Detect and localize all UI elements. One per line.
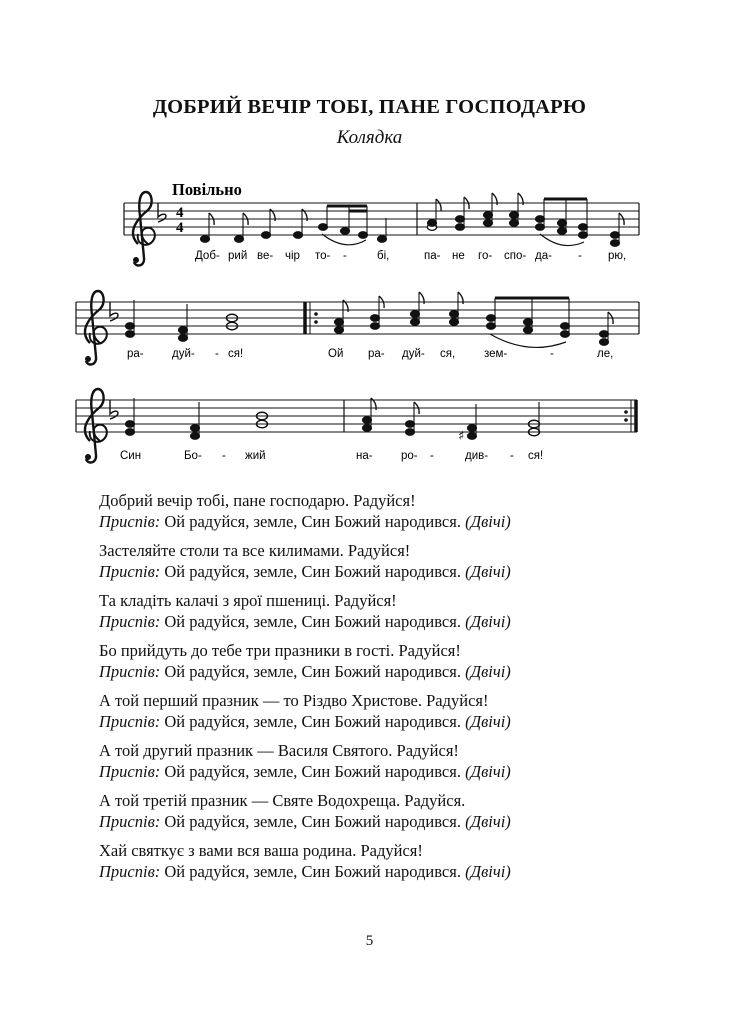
verse <box>99 541 699 582</box>
lyric-syllable: - <box>222 450 226 462</box>
verse <box>99 491 699 532</box>
verse <box>99 691 699 732</box>
verse-line: А той третій празник — Святе Водохреща. Радуйся. <box>99 791 466 810</box>
verse-line: Бо прийдуть до тебе три празники в гості. Радуйся! <box>99 641 461 660</box>
lyric-syllable: на- <box>356 450 373 462</box>
refrain-line <box>99 712 699 733</box>
lyric-syllable: Доб- <box>195 250 220 262</box>
svg-text:♯: ♯ <box>458 429 465 444</box>
lyric-syllable: бі, <box>377 250 390 262</box>
lyric-syllable: дуй- <box>172 348 195 360</box>
refrain-line <box>99 612 699 633</box>
repeat-note: (Двічі) <box>465 861 511 881</box>
song-subtitle: Колядка <box>336 127 403 148</box>
refrain-line <box>99 762 699 783</box>
lyric-syllable: - <box>343 250 347 262</box>
staff-system-2 <box>76 291 639 364</box>
lyric-syllable: - <box>215 348 219 360</box>
lyric-syllable: то- <box>315 250 331 262</box>
refrain-label: Приспів: <box>99 611 161 631</box>
lyric-syllable: ро- <box>401 450 418 462</box>
refrain-text: Ой радуйся, земле, Син Божий народився. <box>164 611 461 631</box>
lyric-syllable: ся! <box>528 450 544 462</box>
verses-block <box>99 491 699 891</box>
repeat-note: (Двічі) <box>465 561 511 581</box>
lyric-syllable: - <box>550 348 554 360</box>
verse-line: Застеляйте столи та все килимами. Радуйся! <box>99 541 411 560</box>
lyric-syllable: го- <box>478 250 493 262</box>
staff-lines <box>76 400 637 432</box>
repeat-note: (Двічі) <box>465 661 511 681</box>
refrain-label: Приспів: <box>99 861 161 881</box>
lyric-syllable: жий <box>245 450 266 462</box>
verse-line: Добрий вечір тобі, пане господарю. Радуйся! <box>99 491 416 510</box>
lyric-syllable: - <box>430 450 434 462</box>
refrain-text: Ой радуйся, земле, Син Божий народився. <box>164 561 461 581</box>
repeat-note: (Двічі) <box>465 811 511 831</box>
notes-system-2 <box>125 292 613 347</box>
lyric-syllable: Бо- <box>184 450 202 462</box>
lyric-syllable: ся, <box>440 348 456 360</box>
lyric-syllable: ра- <box>368 348 385 360</box>
verse-line: А той перший празник — то Різдво Христове. Радуйся! <box>99 691 489 710</box>
lyric-syllable: чір <box>285 250 300 262</box>
refrain-text: Ой радуйся, земле, Син Божий народився. <box>164 861 461 881</box>
staff-system-1 <box>124 192 639 265</box>
lyrics-line-1 <box>195 250 626 262</box>
lyric-syllable: Ой <box>328 348 344 360</box>
notes-system-1 <box>200 193 624 246</box>
repeat-note: (Двічі) <box>465 761 511 781</box>
refrain-label: Приспів: <box>99 561 161 581</box>
refrain-label: Приспів: <box>99 811 161 831</box>
lyric-syllable: спо- <box>504 250 527 262</box>
verse <box>99 841 699 882</box>
repeat-note: (Двічі) <box>465 511 511 531</box>
lyric-syllable: див- <box>465 450 489 462</box>
refrain-line <box>99 812 699 833</box>
lyric-syllable: ле, <box>597 348 614 360</box>
time-signature-top: 4 <box>176 205 184 221</box>
lyric-syllable: ве- <box>257 250 274 262</box>
lyric-syllable: не <box>452 250 465 262</box>
refrain-line <box>99 862 699 883</box>
song-title: ДОБРИЙ ВЕЧІР ТОБІ, ПАНЕ ГОСПОДАРЮ <box>152 96 587 118</box>
verse-line: Та кладіть калачі з ярої пшениці. Радуйся! <box>99 591 397 610</box>
lyric-syllable: - <box>510 450 514 462</box>
refrain-line <box>99 662 699 683</box>
refrain-text: Ой радуйся, земле, Син Божий народився. <box>164 711 461 731</box>
tempo-marking: Повільно <box>172 180 242 199</box>
refrain-text: Ой радуйся, земле, Син Божий народився. <box>164 511 461 531</box>
page-number: 5 <box>365 933 374 949</box>
lyric-syllable: зем- <box>484 348 508 360</box>
refrain-text: Ой радуйся, земле, Син Божий народився. <box>164 661 461 681</box>
verse <box>99 791 699 832</box>
refrain-label: Приспів: <box>99 511 161 531</box>
lyric-syllable: ся! <box>228 348 244 360</box>
verse-line: А той другий празник — Василя Святого. Радуйся! <box>99 741 459 760</box>
lyric-syllable: па- <box>424 250 441 262</box>
lyric-syllable: - <box>578 250 582 262</box>
repeat-note: (Двічі) <box>465 711 511 731</box>
refrain-label: Приспів: <box>99 711 161 731</box>
lyric-syllable: рю, <box>608 250 627 262</box>
repeat-note: (Двічі) <box>465 611 511 631</box>
refrain-line <box>99 512 699 533</box>
staff-system-3 <box>76 389 637 462</box>
verse <box>99 641 699 682</box>
notes-system-3 <box>125 398 539 444</box>
lyric-syllable: рий <box>228 250 248 262</box>
verse <box>99 591 699 632</box>
lyric-syllable: Син <box>120 450 142 462</box>
time-signature-bottom: 4 <box>176 220 184 236</box>
music-score <box>0 0 739 480</box>
lyric-syllable: ра- <box>127 348 144 360</box>
lyric-syllable: да- <box>535 250 552 262</box>
refrain-line <box>99 562 699 583</box>
refrain-text: Ой радуйся, земле, Син Божий народився. <box>164 811 461 831</box>
refrain-text: Ой радуйся, земле, Син Божий народився. <box>164 761 461 781</box>
refrain-label: Приспів: <box>99 661 161 681</box>
lyrics-line-2 <box>127 348 613 360</box>
lyric-syllable: дуй- <box>402 348 425 360</box>
refrain-label: Приспів: <box>99 761 161 781</box>
staff-lines <box>76 302 639 334</box>
lyrics-line-3 <box>120 450 543 462</box>
verse-line: Хай святкує з вами вся ваша родина. Радуйся! <box>99 841 423 860</box>
verse <box>99 741 699 782</box>
